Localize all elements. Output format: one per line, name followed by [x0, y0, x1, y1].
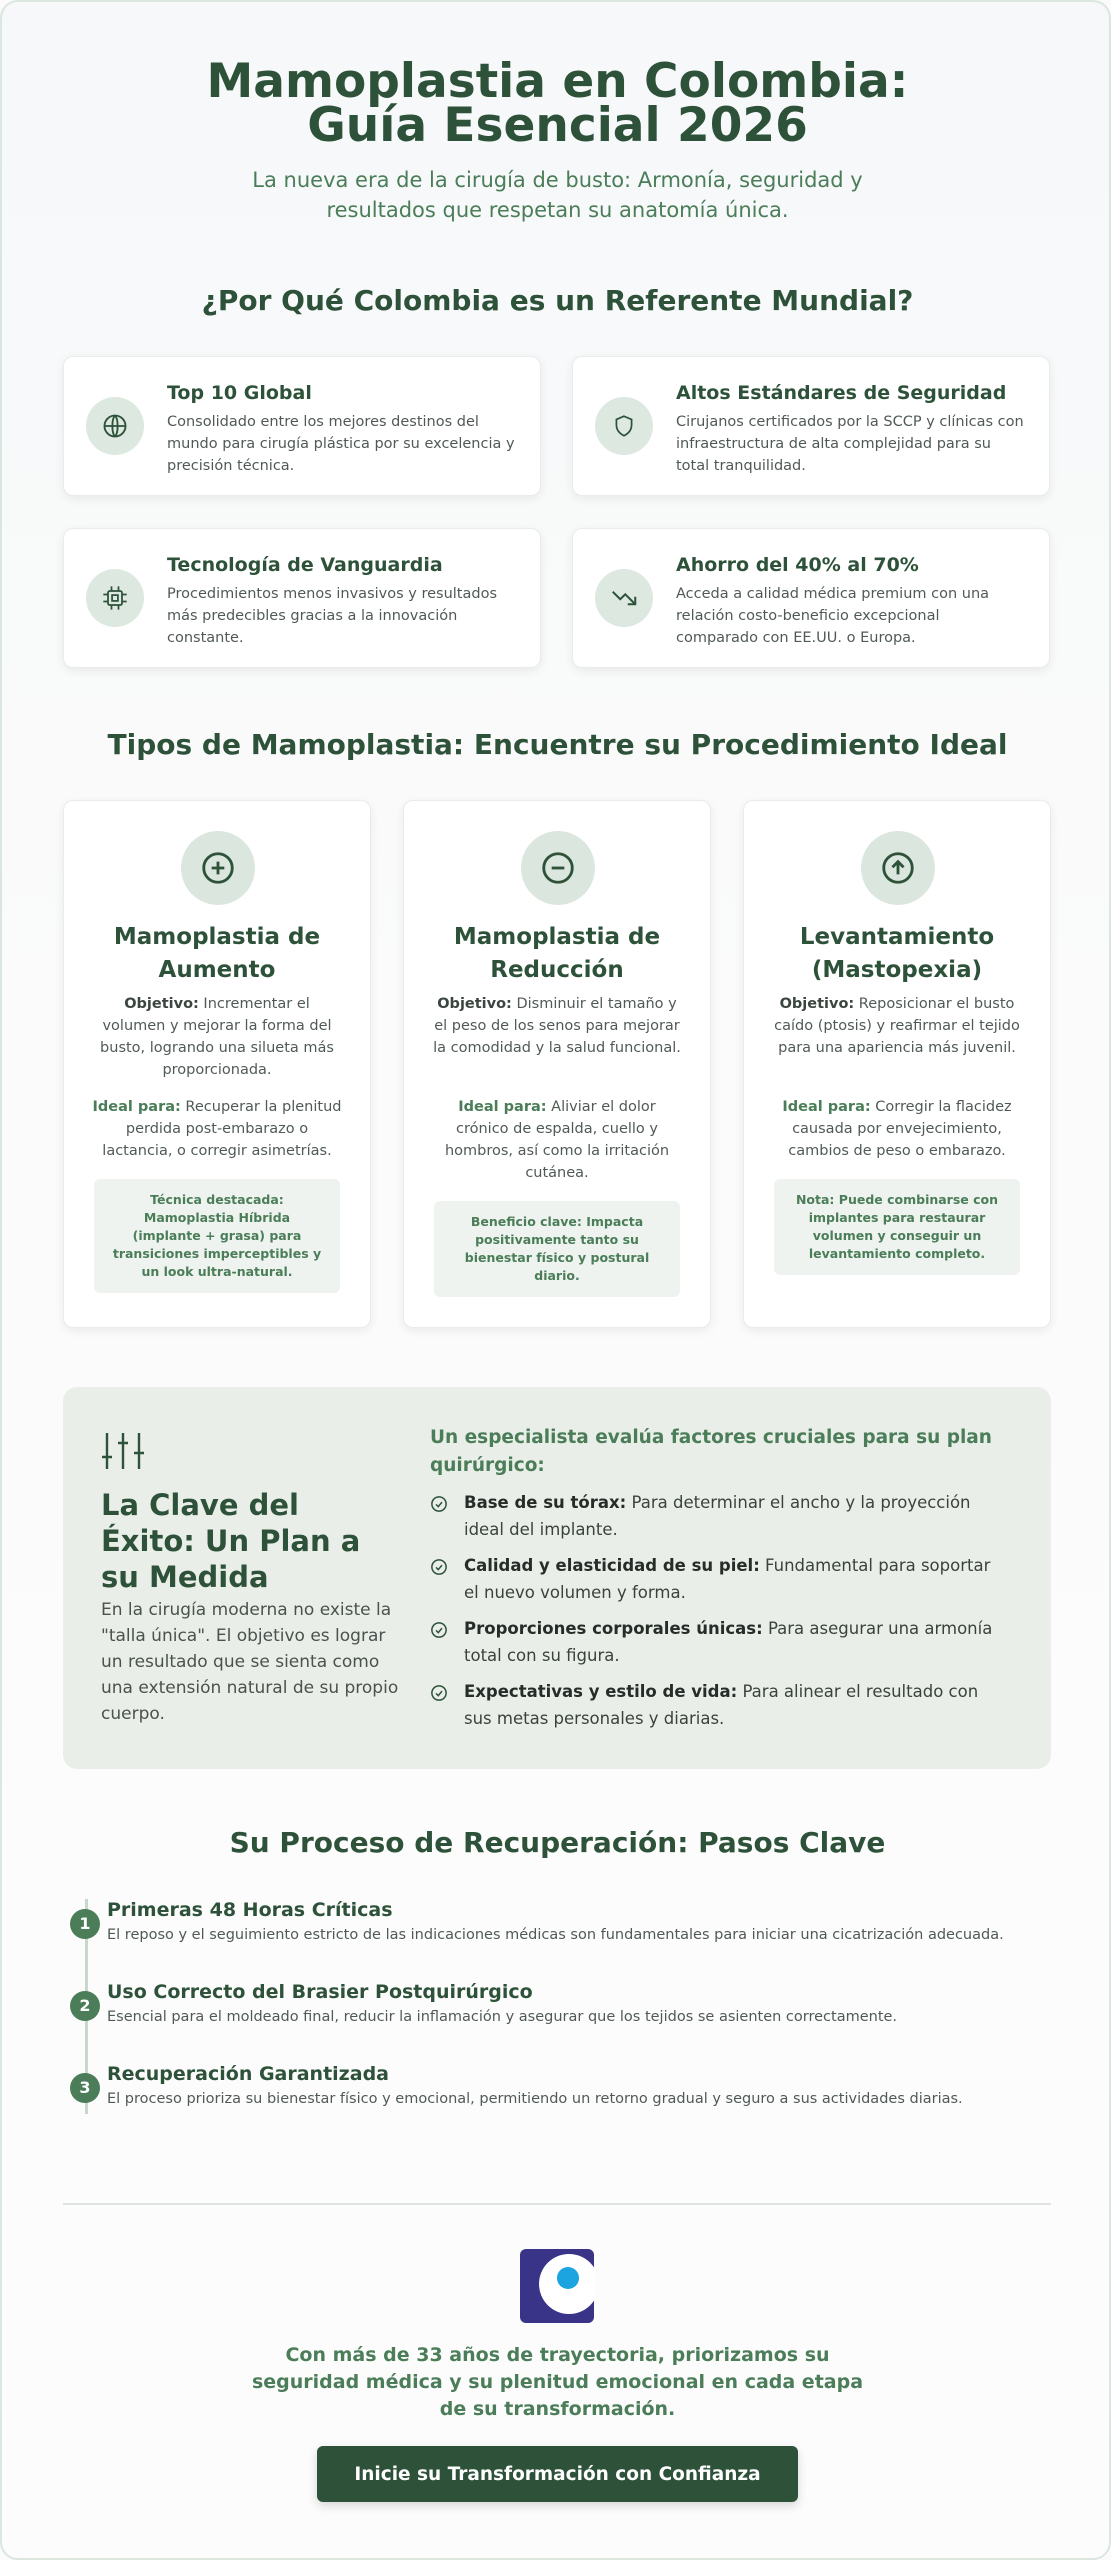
- page-title: Mamoplastia en Colombia: Guía Esencial 2026: [206, 54, 909, 153]
- plan-factors-heading: Un especialista evalúa factores cruciales para su plan quirúrgico:: [430, 1427, 992, 1476]
- plan-description: En la cirugía moderna no existe la "talla única". El objetivo es lograr un resultado que se sienta como una extensión natural de su propio cuerpo.: [101, 1600, 399, 1724]
- procedure-title: Mamoplastia de Reducción: [453, 924, 661, 983]
- types-section-title: Tipos de Mamoplastia: Encuentre su Procedimiento Ideal: [107, 728, 1008, 761]
- minus-circle-icon: [521, 831, 595, 905]
- chip-icon: [86, 569, 144, 627]
- procedure-objective: [772, 993, 1022, 1059]
- feature-title: Ahorro del 40% al 70%: [676, 554, 919, 576]
- custom-plan-panel: [63, 1387, 1051, 1769]
- plan-factor-item: [430, 1489, 1010, 1543]
- procedure-ideal: [772, 1096, 1022, 1162]
- objective-text: Reposicionar el busto caído (ptosis) y reafirmar el tejido para una apariencia más juvenil.: [774, 996, 1020, 1056]
- sliders-icon: [101, 1431, 145, 1475]
- procedure-note: Beneficio clave: Impacta positivamente tanto su bienestar físico y postural diario.: [434, 1201, 680, 1297]
- globe-icon: [86, 397, 144, 455]
- procedure-note: Nota: Puede combinarse con implantes para restaurar volumen y conseguir un levantamiento completo.: [774, 1179, 1020, 1275]
- procedure-card-lift: [743, 800, 1051, 1328]
- feature-text: Cirujanos certificados por la SCCP y clínicas con infraestructura de alta complejidad para su total tranquilidad.: [676, 414, 1024, 474]
- trending-down-icon: [595, 569, 653, 627]
- plan-factor-item: [430, 1678, 1010, 1732]
- page-subtitle: La nueva era de la cirugía de busto: Armonía, seguridad y resultados que respetan su anatomía única.: [252, 168, 863, 222]
- objective-label: Objetivo:: [124, 996, 199, 1012]
- footer-divider: [63, 2203, 1051, 2205]
- check-circle-icon: [430, 1558, 448, 1576]
- factor-label: Calidad y elasticidad de su piel:: [464, 1556, 760, 1575]
- feature-text: Consolidado entre los mejores destinos del mundo para cirugía plástica por su excelencia y precisión técnica.: [167, 414, 515, 474]
- step-number: 2: [70, 1991, 100, 2021]
- why-section-title: ¿Por Qué Colombia es un Referente Mundial?: [201, 284, 914, 317]
- feature-text: Acceda a calidad médica premium con una relación costo-beneficio excepcional comparado con EE.UU. o Europa.: [676, 586, 990, 646]
- ideal-text: Recuperar la plenitud perdida post-embarazo o lactancia, o corregir asimetrías.: [102, 1099, 342, 1159]
- plus-circle-icon: [181, 831, 255, 905]
- objective-label: Objetivo:: [779, 996, 855, 1012]
- procedure-title: Mamoplastia de Aumento: [113, 924, 321, 983]
- step-number: 3: [70, 2073, 100, 2103]
- step-title: Primeras 48 Horas Críticas: [107, 1899, 393, 1921]
- feature-card-savings: [572, 528, 1050, 668]
- procedure-title: Levantamiento (Mastopexia): [799, 924, 995, 983]
- factor-label: Proporciones corporales únicas:: [464, 1619, 763, 1638]
- factor-text: Fundamental para soportar el nuevo volumen y forma.: [464, 1556, 991, 1602]
- shield-icon: [595, 397, 653, 455]
- step-title: Uso Correcto del Brasier Postquirúrgico: [107, 1981, 533, 2003]
- feature-card-technology: [63, 528, 541, 668]
- factor-text: Para alinear el resultado con sus metas personales y diarias.: [464, 1682, 979, 1728]
- feature-title: Top 10 Global: [167, 382, 312, 404]
- procedure-card-augmentation: [63, 800, 371, 1328]
- plan-factor-item: [430, 1615, 1010, 1669]
- ideal-text: Aliviar el dolor crónico de espalda, cuello y hombros, así como la irritación cutánea.: [444, 1099, 670, 1181]
- check-circle-icon: [430, 1621, 448, 1639]
- check-circle-icon: [430, 1495, 448, 1513]
- step-number: 1: [70, 1909, 100, 1939]
- step-text: El proceso prioriza su bienestar físico y emocional, permitiendo un retorno gradual y seguro a sus actividades diarias.: [107, 2091, 963, 2107]
- step-text: Esencial para el moldeado final, reducir la inflamación y asegurar que los tejidos se asienten correctamente.: [107, 2009, 898, 2025]
- objective-label: Objetivo:: [437, 996, 512, 1012]
- ideal-label: Ideal para:: [782, 1099, 871, 1115]
- objective-text: Incrementar el volumen y mejorar la forma del busto, logrando una silueta más proporcionada.: [100, 996, 334, 1078]
- factor-label: Expectativas y estilo de vida:: [464, 1682, 738, 1701]
- ideal-label: Ideal para:: [458, 1099, 547, 1115]
- feature-title: Tecnología de Vanguardia: [167, 554, 443, 576]
- feature-title: Altos Estándares de Seguridad: [676, 382, 1007, 404]
- arrow-up-circle-icon: [861, 831, 935, 905]
- clinic-logo: [519, 2248, 595, 2328]
- procedure-card-reduction: [403, 800, 711, 1328]
- step-title: Recuperación Garantizada: [107, 2063, 389, 2085]
- procedure-objective: [432, 993, 682, 1059]
- procedure-ideal: [432, 1096, 682, 1184]
- feature-text: Procedimientos menos invasivos y resultados más predecibles gracias a la innovación constante.: [167, 586, 497, 646]
- ideal-text: Corregir la flacidez causada por envejecimiento, cambios de peso o embarazo.: [788, 1099, 1012, 1159]
- procedure-note: Técnica destacada: Mamoplastia Híbrida (implante + grasa) para transiciones imperceptibles y un look ultra-natural.: [94, 1179, 340, 1293]
- start-transformation-button[interactable]: Inicie su Transformación con Confianza: [317, 2446, 798, 2502]
- ideal-label: Ideal para:: [92, 1099, 181, 1115]
- feature-card-safety: [572, 356, 1050, 496]
- step-text: El reposo y el seguimiento estricto de las indicaciones médicas son fundamentales para iniciar una cicatrización adecuada.: [107, 1927, 1004, 1943]
- check-circle-icon: [430, 1684, 448, 1702]
- factor-text: Para asegurar una armonía total con su figura.: [464, 1619, 993, 1665]
- objective-text: Disminuir el tamaño y el peso de los senos para mejorar la comodidad y la salud funcional.: [433, 996, 681, 1056]
- closing-statement: Con más de 33 años de trayectoria, priorizamos su seguridad médica y su plenitud emocional en cada etapa de su transformación.: [251, 2344, 864, 2420]
- procedure-objective: [92, 993, 342, 1081]
- procedure-ideal: [92, 1096, 342, 1162]
- factor-label: Base de su tórax:: [464, 1493, 627, 1512]
- plan-factor-item: [430, 1552, 1010, 1606]
- plan-title: La Clave del Éxito: Un Plan a su Medida: [101, 1488, 361, 1594]
- recovery-section-title: Su Proceso de Recuperación: Pasos Clave: [229, 1826, 886, 1859]
- feature-card-top10: [63, 356, 541, 496]
- factor-text: Para determinar el ancho y la proyección ideal del implante.: [464, 1493, 971, 1539]
